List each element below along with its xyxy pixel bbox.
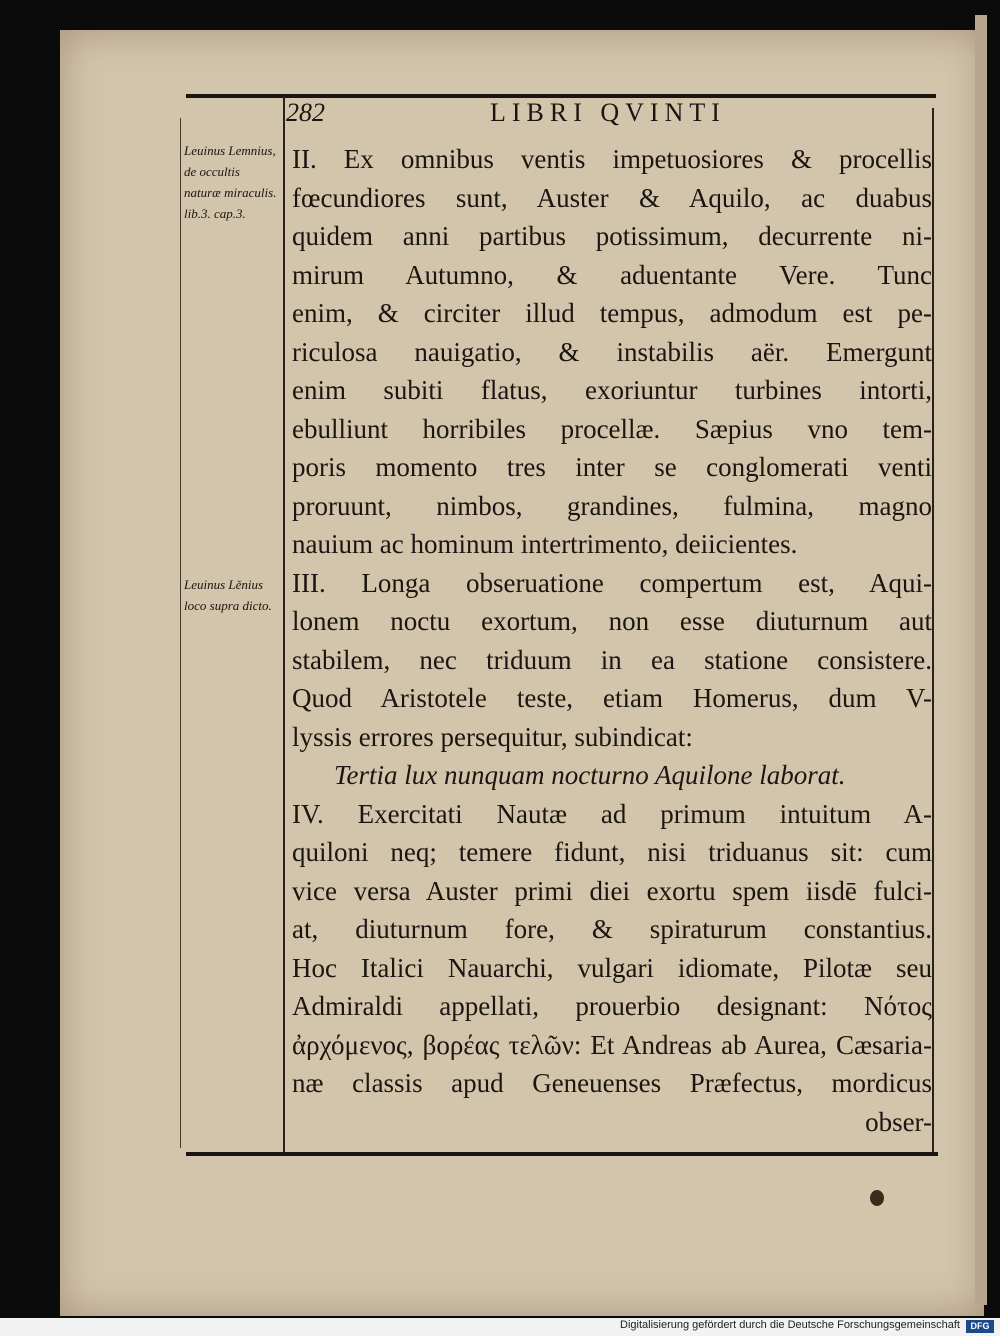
text-line: lonem noctu exortum, non esse diuturnum aut [292,606,932,636]
ink-blot [870,1190,884,1206]
text-line: næ classis apud Geneuenses Præfectus, mordicus [292,1068,932,1098]
text-line: nauium ac hominum intertrimento, deiicientes. [292,529,798,559]
text-line: Admiraldi appellati, prouerbio designant: Νότος [292,991,932,1021]
text-column-left-rule [283,96,285,1154]
margin-border-line [180,118,181,1148]
text-line: fœcundiores sunt, Auster & Aquilo, ac duabus [292,182,932,213]
text-line: riculosa nauigatio, & instabilis aër. Emergunt [292,336,932,367]
text-line: Hoc Italici Nauarchi, vulgari idiomate, Pilotæ seu [292,952,932,983]
margin-note: Leuinus Lemnius, de occultis naturæ miraculis. lib.3. cap.3. [184,143,277,221]
body-text [292,140,932,1141]
text-line: III. Longa obseruatione compertum est, Aqui- [292,567,932,598]
text-line: lyssis errores persequitur, subindicat: [292,721,693,752]
footer-rule [186,1152,938,1156]
margin-note: Leuinus Lěnius loco supra dicto. [184,577,272,613]
text-line: ebulliunt horribiles procellæ. Sæpius vno tem- [292,413,932,444]
digitization-footer [0,1318,1000,1336]
footer-credit: Digitalisierung gefördert durch die Deutsche Forschungsgemeinschaft [620,1319,960,1331]
text-line: stabilem, nec triduum in ea statione consistere. [292,644,932,675]
dfg-logo: DFG [966,1320,994,1333]
text-line: quidem anni partibus potissimum, decurrente ni- [292,221,932,251]
text-line: poris momento tres inter se conglomerati venti [292,452,932,482]
text-line: Quod Aristotele teste, etiam Homerus, dum V- [292,683,932,713]
catchword: obser- [865,1106,932,1137]
text-line: mirum Autumno, & aduentante Vere. Tunc [292,259,932,290]
text-line: ἀρχόμενος, βορέας τελῶν: Et Andreas ab Aurea, Cæsaria- [292,1029,932,1060]
text-line: enim subiti flatus, exoriuntur turbines intorti, [292,375,932,405]
text-line: II. Ex omnibus ventis impetuosiores & procellis [292,144,932,174]
page-edge [975,15,987,1305]
page-number: 282 [286,98,325,127]
text-line: vice versa Auster primi diei exortu spem iisdē fulci- [292,875,932,906]
text-line: proruunt, nimbos, grandines, fulmina, magno [292,490,932,521]
text-line: quiloni neq; temere fidunt, nisi triduanus sit: cum [292,837,932,867]
text-column-right-rule [932,108,934,1152]
verse-line: Tertia lux nunquam nocturno Aquilone laborat. [334,760,846,790]
text-line: IV. Exercitati Nautæ ad primum intuitum A- [292,798,932,829]
text-line: enim, & circiter illud tempus, admodum est pe- [292,298,932,328]
text-line: at, diuturnum fore, & spiraturum constantius. [292,914,932,944]
running-title: LIBRI QVINTI [490,98,726,127]
